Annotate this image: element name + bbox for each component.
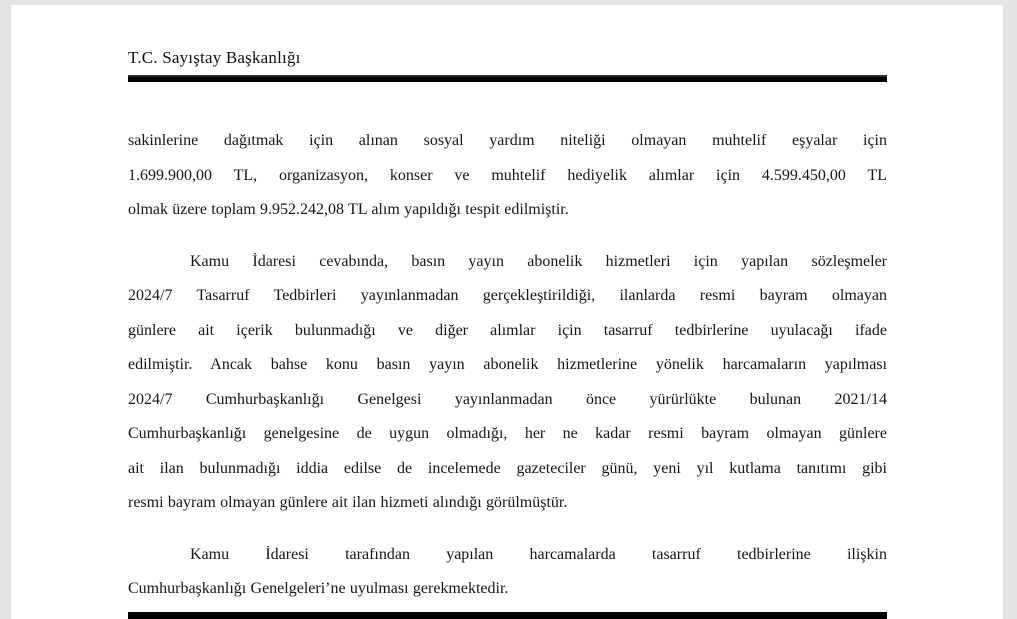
text-line: edilmiştir. Ancak bahse konu basın yayın abonelik hizmetlerine yönelik harcamaların yapılması: [128, 356, 887, 373]
paragraph: [128, 538, 887, 607]
footer-rule: [128, 612, 887, 619]
text-line: 1.699.900,00 TL, organizasyon, konser ve muhtelif hediyelik alımlar için 4.599.450,00 TL: [128, 166, 887, 184]
page-content: [11, 48, 1003, 607]
paragraph: [128, 124, 887, 228]
text-line: ait ilan bulunmadığı iddia edilse de incelemede gazeteciler günü, yeni yıl kutlama tanıtımı gibi: [128, 459, 887, 477]
paragraph: [128, 245, 887, 521]
text-line: 2024/7 Tasarruf Tedbirleri yayınlanmadan gerçekleştirildiği, ilanlarda resmi bayram olmayan: [128, 287, 887, 304]
document-body: [128, 124, 887, 607]
page: [11, 5, 1003, 619]
text-line: resmi bayram olmayan günlere ait ilan hizmeti alındığı görülmüştür.: [128, 494, 568, 511]
text-line: Cumhurbaşkanlığı genelgesine de uygun olmadığı, her ne kadar resmi bayram olmayan günlere: [128, 425, 887, 442]
text-line: Kamu İdaresi cevabında, basın yayın abonelik hizmetleri için yapılan sözleşmeler: [190, 252, 887, 270]
text-line: günlere ait içerik bulunmadığı ve diğer alımlar için tasarruf tedbirlerine uyulacağı ifade: [128, 321, 887, 339]
text-line: Kamu İdaresi tarafından yapılan harcamalarda tasarruf tedbirlerine ilişkin: [190, 545, 887, 563]
text-line: sakinlerine dağıtmak için alınan sosyal yardım niteliği olmayan muhtelif eşyalar için: [128, 132, 887, 149]
text-line: 2024/7 Cumhurbaşkanlığı Genelgesi yayınlanmadan önce yürürlükte bulunan 2021/14: [128, 390, 887, 408]
text-line: olmak üzere toplam 9.952.242,08 TL alım yapıldığı tespit edilmiştir.: [128, 201, 569, 218]
header-title: T.C. Sayıştay Başkanlığı: [128, 48, 301, 67]
header-rule: [128, 75, 887, 82]
text-line: Cumhurbaşkanlığı Genelgeleri’ne uyulması gerekmektedir.: [128, 580, 509, 597]
